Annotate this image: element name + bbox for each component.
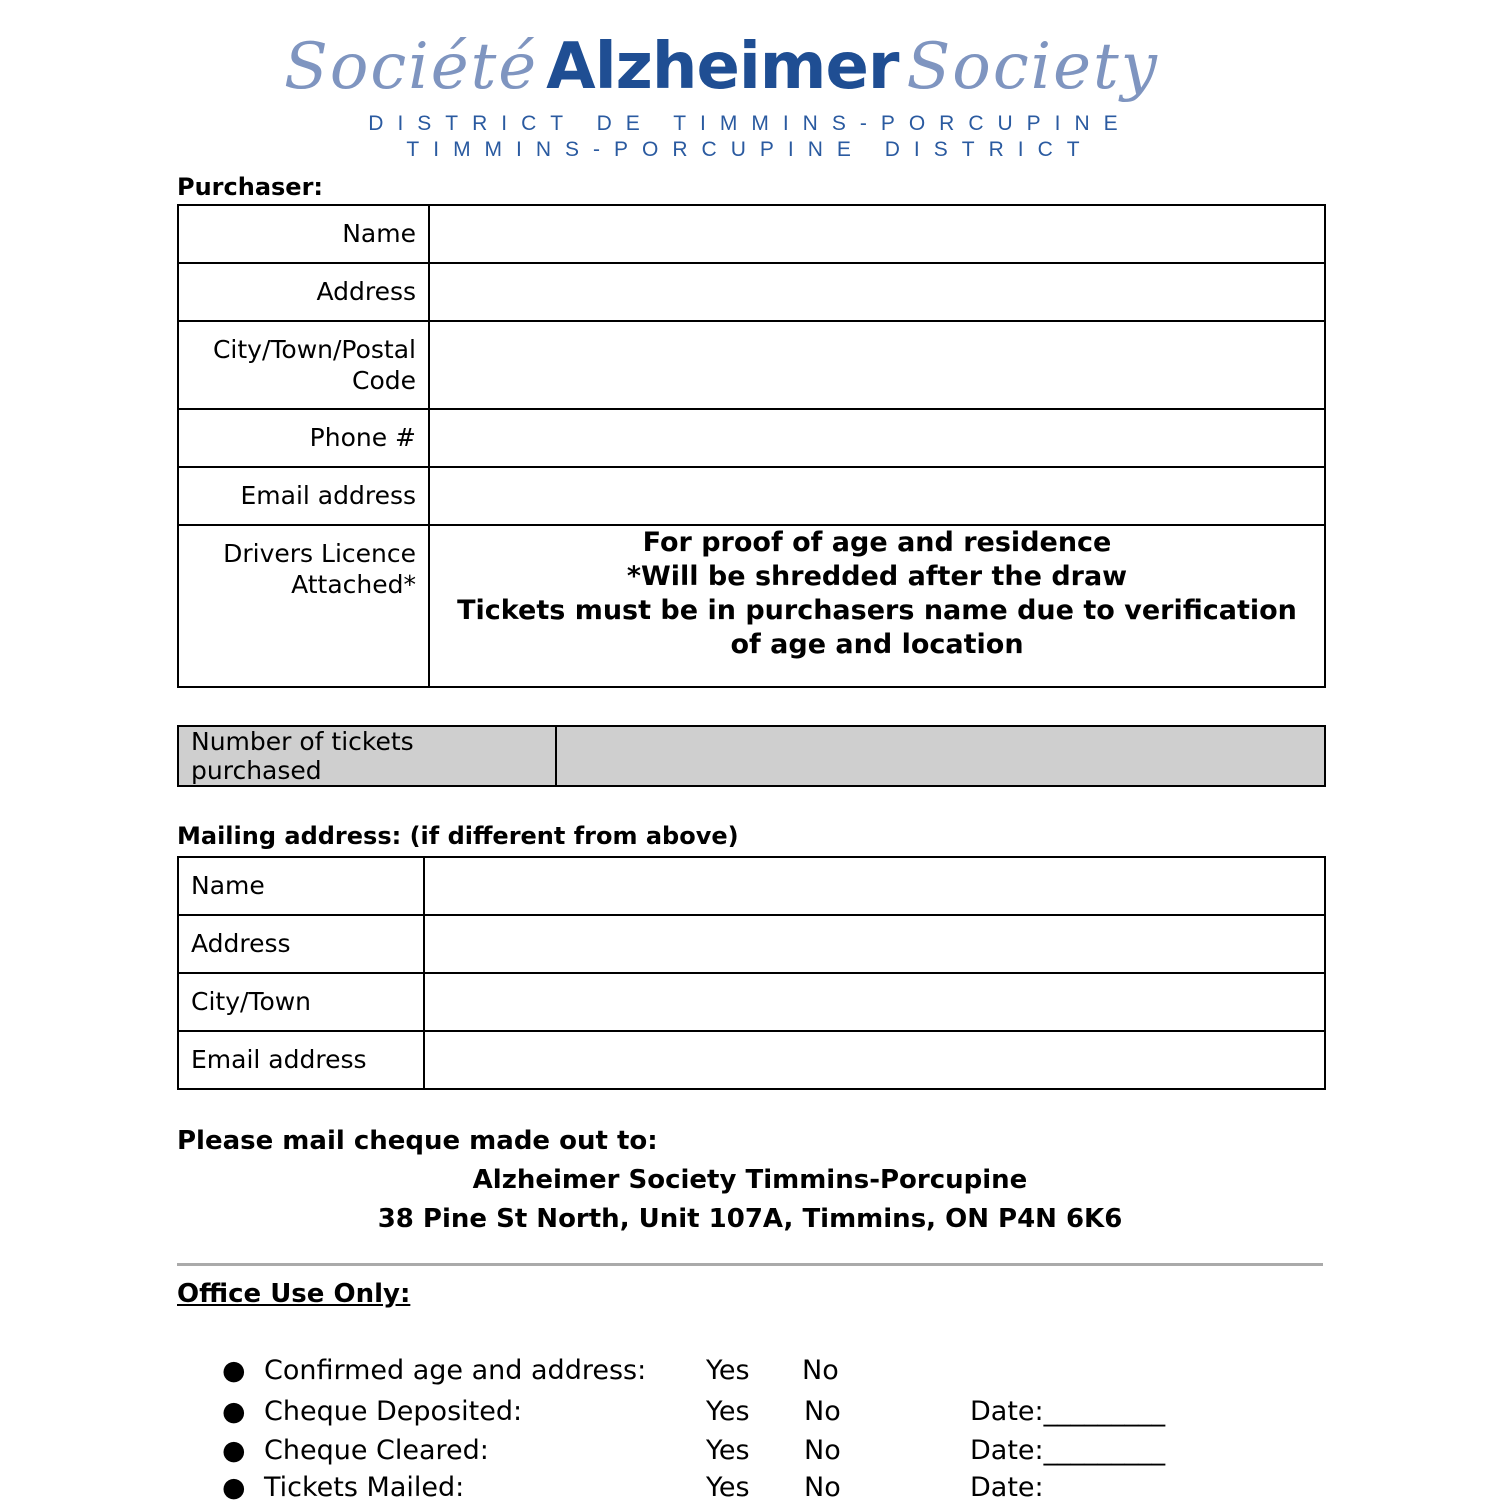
purchaser-name-field[interactable] xyxy=(429,205,1325,263)
mailing-email-label-cell xyxy=(178,1031,424,1089)
purchaser-name-label-cell xyxy=(178,205,429,263)
office-yes-option[interactable]: Yes xyxy=(706,1355,750,1386)
purchaser-phone-label-cell xyxy=(178,409,429,467)
office-yes-option[interactable]: Yes xyxy=(706,1396,750,1427)
logo-main-word: Alzheimer xyxy=(546,30,899,104)
mailing-name-label: Name xyxy=(191,871,265,900)
bullet-icon: ● xyxy=(222,1396,246,1427)
office-date-field[interactable]: Date:_________ xyxy=(970,1396,1166,1427)
purchaser-city-label-cell xyxy=(178,321,429,409)
office-no-option[interactable]: No xyxy=(804,1396,841,1427)
cheque-address: 38 Pine St North, Unit 107A, Timmins, ON P4N 6K6 xyxy=(377,1204,1123,1234)
tickets-field[interactable] xyxy=(556,726,1325,786)
purchaser-heading: Purchaser: xyxy=(177,173,324,201)
logo xyxy=(284,22,1184,112)
logo-district-french: DISTRICT DE TIMMINS-PORCUPINE xyxy=(368,112,1132,135)
office-date-field[interactable]: Date: xyxy=(970,1472,1044,1503)
office-heading: Office Use Only: xyxy=(177,1279,411,1309)
licence-notice-line-2: *Will be shredded after the draw xyxy=(626,561,1128,592)
divider xyxy=(177,1263,1323,1266)
purchaser-city-field[interactable] xyxy=(429,321,1325,409)
mailing-name-field[interactable] xyxy=(424,857,1325,915)
bullet-icon: ● xyxy=(222,1435,246,1466)
bullet-icon: ● xyxy=(222,1355,246,1386)
logo-district-english: TIMMINS-PORCUPINE DISTRICT xyxy=(406,138,1094,161)
tickets-label-cell xyxy=(178,726,556,786)
cheque-heading: Please mail cheque made out to: xyxy=(177,1126,658,1156)
logo-english-word: Society xyxy=(906,30,1159,104)
office-item-label: Cheque Deposited: xyxy=(264,1396,523,1427)
mailing-name-label-cell xyxy=(178,857,424,915)
mailing-city-label-cell xyxy=(178,973,424,1031)
mailing-email-field[interactable] xyxy=(424,1031,1325,1089)
mailing-heading: Mailing address: (if different from above) xyxy=(177,822,739,850)
licence-notice xyxy=(429,525,1325,687)
licence-notice-line-1: For proof of age and residence xyxy=(642,527,1112,558)
mailing-table xyxy=(177,856,1326,1090)
purchaser-table xyxy=(177,204,1326,688)
purchaser-licence-label: Drivers Licence Attached* xyxy=(223,539,416,599)
office-date-field[interactable]: Date:_________ xyxy=(970,1435,1166,1466)
office-yes-option[interactable]: Yes xyxy=(706,1472,750,1503)
office-yes-option[interactable]: Yes xyxy=(706,1435,750,1466)
office-item-label: Cheque Cleared: xyxy=(264,1435,489,1466)
mailing-city-field[interactable] xyxy=(424,973,1325,1031)
tickets-table xyxy=(177,725,1326,787)
mailing-email-label: Email address xyxy=(191,1045,367,1074)
mailing-address-label: Address xyxy=(191,929,291,958)
logo-french-word: Société xyxy=(284,30,539,104)
purchaser-licence-label-cell xyxy=(178,525,429,687)
mailing-address-field[interactable] xyxy=(424,915,1325,973)
purchaser-phone-label: Phone # xyxy=(309,423,416,452)
office-no-option[interactable]: No xyxy=(804,1472,841,1503)
purchaser-address-label-cell xyxy=(178,263,429,321)
mailing-address-label-cell xyxy=(178,915,424,973)
purchaser-name-label: Name xyxy=(342,219,416,248)
office-item-label: Confirmed age and address: xyxy=(264,1355,647,1386)
purchaser-email-label-cell xyxy=(178,467,429,525)
purchaser-address-field[interactable] xyxy=(429,263,1325,321)
bullet-icon: ● xyxy=(222,1472,246,1503)
tickets-label: Number of tickets purchased xyxy=(191,727,414,785)
cheque-payee: Alzheimer Society Timmins-Porcupine xyxy=(472,1165,1028,1195)
mailing-city-label: City/Town xyxy=(191,987,312,1016)
purchaser-email-field[interactable] xyxy=(429,467,1325,525)
purchaser-city-label: City/Town/Postal Code xyxy=(212,335,416,395)
purchaser-address-label: Address xyxy=(316,277,416,306)
office-no-option[interactable]: No xyxy=(804,1435,841,1466)
licence-notice-line-3: Tickets must be in purchasers name due to verification of age and location xyxy=(457,595,1297,660)
purchaser-email-label: Email address xyxy=(240,481,416,510)
office-no-option[interactable]: No xyxy=(802,1355,839,1386)
office-item-label: Tickets Mailed: xyxy=(264,1472,465,1503)
purchaser-phone-field[interactable] xyxy=(429,409,1325,467)
